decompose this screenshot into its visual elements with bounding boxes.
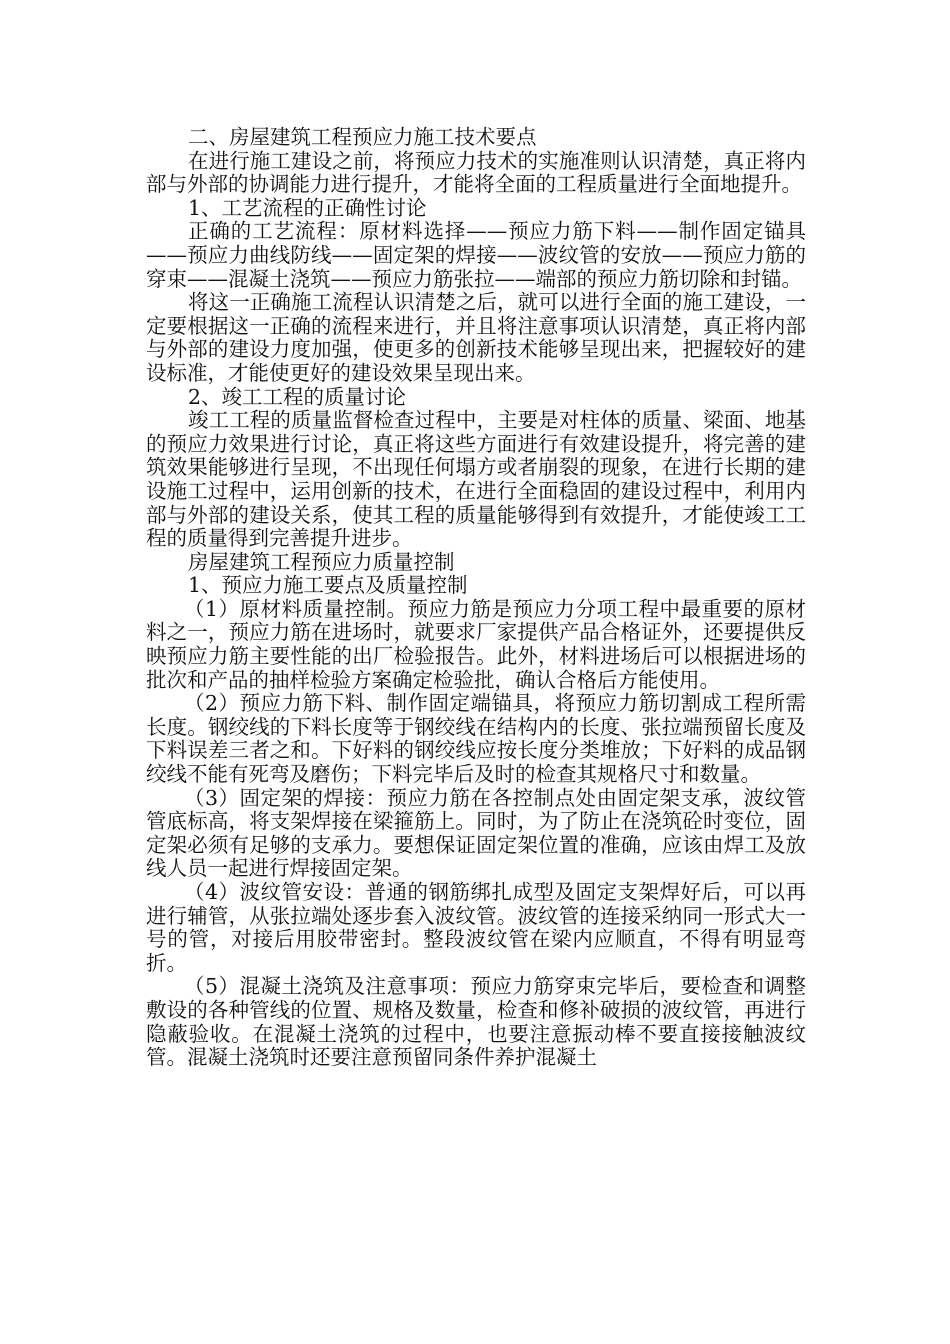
body-paragraph: 将这一正确施工流程认识清楚之后，就可以进行全面的施工建设，一定要根据这一正确的流程来进行，并且将注意事项认识清楚，真正将内部与外部的建设力度加强，使更多的创新技术能够呈现出来，把握较好的建设标准，才能使更好的建设效果呈现出来。 (146, 290, 806, 385)
section-heading: 房屋建筑工程预应力质量控制 (188, 549, 455, 574)
subsection-heading: 1、预应力施工要点及质量控制 (188, 573, 468, 598)
list-item-paragraph: （3）固定架的焊接：预应力筋在各控制点处由固定架支承，波纹管管底标高，将支架焊接在梁箍筋上。同时，为了防止在浇筑砼时变位，固定架必须有足够的支承力。要想保证固定架位置的准确，应该由焊工及放线人员一起进行焊接固定架。 (146, 785, 806, 881)
subsection-heading: 1、工艺流程的正确性讨论 (188, 195, 427, 220)
document-page (146, 126, 806, 1070)
list-item-paragraph: （2）预应力筋下料、制作固定端锚具，将预应力筋切割成工程所需长度。钢绞线的下料长度等于钢绞线在结构内的长度、张拉端预留长度及下料误差三者之和。下好料的钢绞线应按长度分类堆放；下好料的成品钢绞线不能有死弯及磨伤；下料完毕后及时的检查其规格尺寸和数量。 (146, 691, 806, 787)
body-paragraph: 在进行施工建设之前，将预应力技术的实施准则认识清楚，真正将内部与外部的协调能力进行提升，才能将全面的工程质量进行全面地提升。 (146, 148, 806, 197)
subsection-heading: 2、竣工工程的质量讨论 (188, 384, 407, 409)
section-heading: 二、房屋建筑工程预应力施工技术要点 (188, 125, 537, 149)
list-item-paragraph: （1）原材料质量控制。预应力筋是预应力分项工程中最重要的原材料之一，预应力筋在进场时，就要求厂家提供产品合格证外，还要提供反映预应力筋主要性能的出厂检验报告。此外，材料进场后可以根据进场的批次和产品的抽样检验方案确定检验批，确认合格后方能使用。 (146, 596, 806, 692)
list-item-paragraph: （5）混凝土浇筑及注意事项：预应力筋穿束完毕后，要检查和调整敷设的各种管线的位置、规格及数量，检查和修补破损的波纹管，再进行隐蔽验收。在混凝土浇筑的过程中，也要注意振动棒不要直接接触波纹管。混凝土浇筑时还要注意预留同条件养护混凝土 (146, 974, 806, 1070)
body-paragraph: 正确的工艺流程：原材料选择——预应力筋下料——制作固定锚具——预应力曲线防线——固定架的焊接——波纹管的安放——预应力筋的穿束——混凝土浇筑——预应力筋张拉——端部的预应力筋切除和封锚。 (146, 219, 806, 291)
body-paragraph: 竣工工程的质量监督检查过程中，主要是对柱体的质量、梁面、地基的预应力效果进行讨论，真正将这些方面进行有效建设提升，将完善的建筑效果能够进行呈现，不出现任何塌方或者崩裂的现象，在进行长期的建设施工过程中，运用创新的技术，在进行全面稳固的建设过程中，利用内部与外部的建设关系，使其工程的质量能够得到有效提升，才能使竣工工程的质量得到完善提升进步。 (146, 408, 806, 551)
list-item-paragraph: （4）波纹管安设：普通的钢筋绑扎成型及固定支架焊好后，可以再进行辅管，从张拉端处逐步套入波纹管。波纹管的连接采纳同一形式大一号的管，对接后用胶带密封。整段波纹管在梁内应顺直，不得有明显弯折。 (146, 880, 806, 975)
